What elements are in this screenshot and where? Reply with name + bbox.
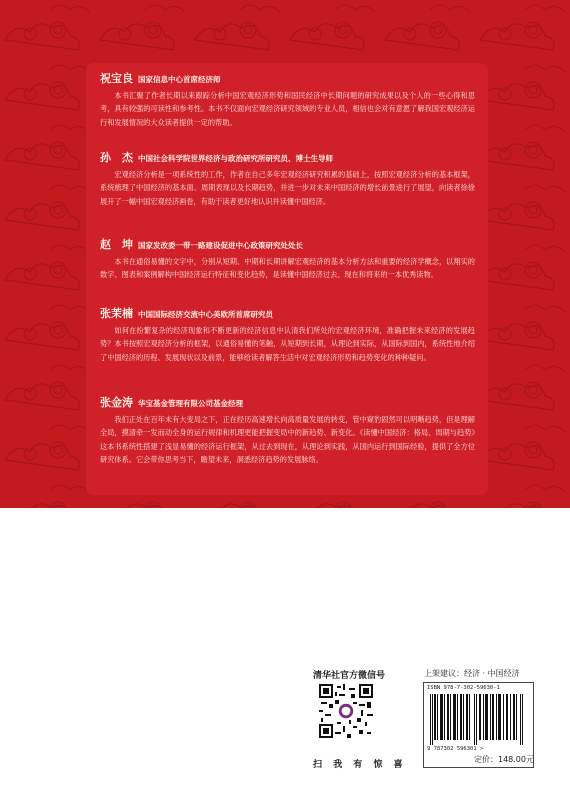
endorser-name: 孙 杰 (100, 151, 133, 164)
price-label: 定价：148.00元 (474, 755, 534, 764)
endorsement-text: 本书在通俗易懂的文字中，分别从短期、中期和长期讲解宏观经济的基本分析方法和重要的经济学概念，以翔实的数字、图表和案例解构中国经济运行特征和变化趋势，是读懂中国经济过去、现在和将来的一本优秀读物。 (100, 257, 475, 280)
endorser-name: 张茉楠 (100, 307, 133, 320)
endorser-title: 国家发改委一带一路建设促进中心政策研究处处长 (138, 241, 303, 250)
blurb-item (100, 307, 475, 364)
endorser-title: 国家信息中心首席经济师 (138, 75, 221, 84)
endorsement-text: 本书汇聚了作者长期以来跟踪分析中国宏观经济形势和国民经济中长期问题的研究成果以及个人的一些心得和思考，具有较强的可读性和参考性。本书不仅面向宏观经济研究领域的专业人员，相信也会对有意愿了解我国宏观经济运行和发展情况的大众读者提供一定的帮助。 (100, 91, 475, 127)
endorser-title: 中国社会科学院世界经济与政治研究所研究员、博士生导师 (138, 154, 333, 163)
endorsement-text: 宏观经济分析是一项系统性的工作，作者在自己多年宏观经济研究积累的基础上，按照宏观经济分析的基本框架，系统梳理了中国经济的基本面、周期表现以及长期趋势，并进一步对未来中国经济的增长前景进行了展望，向读者徐徐展开了一幅中国宏观经济画卷，有助于读者更好地认识并读懂中国经济。 (100, 170, 475, 206)
blurb-item (100, 72, 475, 129)
qr-code-graphic (319, 684, 373, 738)
endorser-name: 赵 坤 (100, 238, 133, 251)
endorsement-text: 我们正处在百年未有大变局之下，正在经历高速增长向高质量发展的转变，管中窥豹固然可以明晰趋势，但是理解全局，摸清牵一发而动全身的运行规律和机理更能把握变局中的新趋势、新变化。《读懂中国经济：格局、周期与趋势》这本书系统性搭建了浅显易懂的经济运行框架，从过去到现在，从理论到实践，从国内运行到国际经验，提供了全方位研究体系。它会带你思考当下，瞻望未来，洞悉经济趋势的发展脉络。 (100, 415, 475, 464)
barcode-graphic (428, 694, 528, 745)
blurb-item (100, 151, 475, 208)
blurb-item (100, 396, 475, 466)
endorsement-text: 如何在纷繁复杂的经济现象和不断更新的经济信息中认清我们所处的宏观经济环境，准确把握未来经济的发展趋势？本书按照宏观经济分析的框架，以通俗易懂的笔触，从短期到长期，从理论到实际，从国际到国内，系统性地介绍了中国经济的历程、发展现状以及前景，能够给读者解答生活中对宏观经济形势和趋势变化的种种疑问。 (100, 326, 475, 362)
barcode-digits: 9 787302 596301 > (427, 746, 484, 752)
endorser-name: 张金涛 (100, 396, 133, 409)
scan-prompt: 扫 我 有 惊 喜 (313, 760, 407, 770)
shelf-suggestion: 上架建议：经济 · 中国经济 (424, 669, 520, 678)
wechat-label: 清华社官方微信号 (313, 671, 386, 681)
endorser-title: 中国国际经济交流中心美欧所首席研究员 (138, 310, 273, 319)
blurb-list (86, 63, 488, 495)
endorser-title: 华宝基金管理有限公司基金经理 (138, 399, 243, 408)
blurb-item (100, 238, 475, 282)
qr-code[interactable] (319, 684, 373, 738)
isbn-barcode-box (423, 682, 534, 768)
isbn-number: ISBN 978-7-302-59630-1 (427, 685, 500, 691)
endorser-name: 祝宝良 (100, 72, 133, 85)
